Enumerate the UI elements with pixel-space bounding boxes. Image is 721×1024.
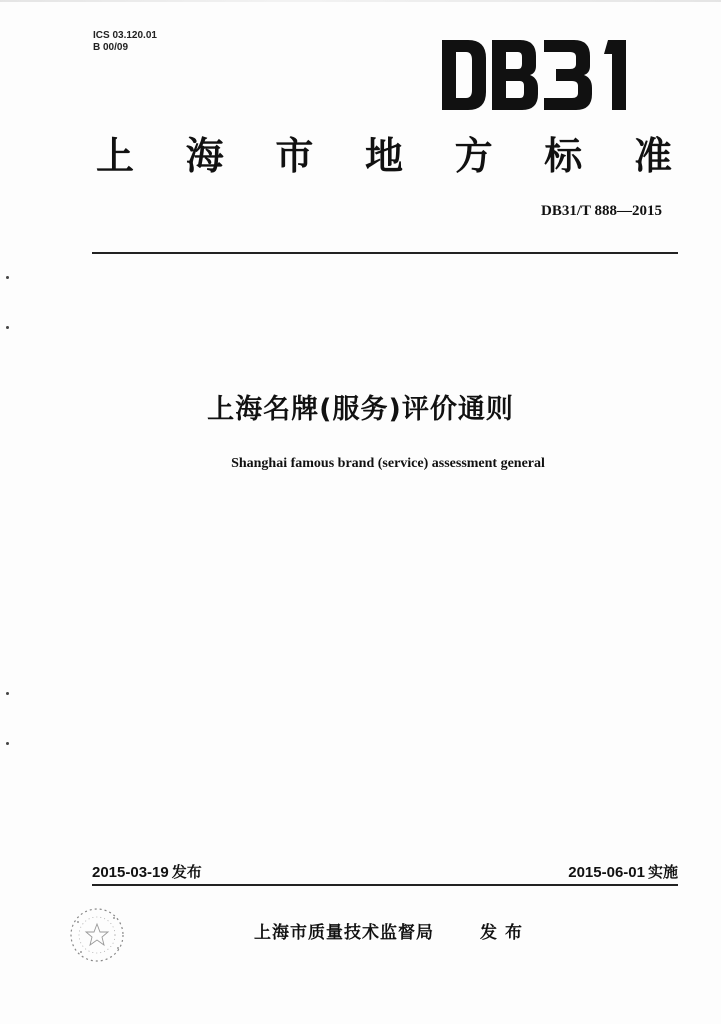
classification-block [93,30,157,54]
scan-margin-mark [6,326,9,329]
org-title-char: 海 [185,134,224,178]
official-seal-icon [66,904,128,966]
classification-code: B 00/09 [93,42,129,53]
scan-margin-mark [6,692,9,695]
org-title-char: 方 [454,134,493,178]
document-title-english: Shanghai famous brand (service) assessment general [231,456,545,471]
org-title-char: 标 [544,134,583,178]
ics-code: ICS 03.120.01 [93,30,157,41]
publish-date: 2015-03-19 [92,864,169,881]
issuing-action: 发布 [480,923,530,943]
standard-category-title [96,134,672,178]
implement-label: 实施 [647,863,678,881]
document-title-chinese: 上海名牌(服务)评价通则 [207,394,514,425]
footer-divider [92,884,678,886]
db31-logo-graphic [440,38,638,112]
implement-date: 2015-06-01 [568,864,645,881]
standard-number: DB31/T 888—2015 [541,203,662,219]
org-title-char: 上 [96,134,135,178]
publish-date-line [92,861,202,882]
scan-margin-mark [6,276,9,279]
db31-logo [440,38,638,112]
scan-edge [0,0,721,2]
header-divider [92,252,678,254]
org-title-char: 准 [633,134,672,178]
scan-margin-mark [6,742,9,745]
org-title-char: 地 [364,134,403,178]
implement-date-line [568,861,678,882]
issuing-authority: 上海市质量技术监督局 [254,923,434,943]
publish-label: 发布 [171,863,202,881]
org-title-char: 市 [275,134,314,178]
